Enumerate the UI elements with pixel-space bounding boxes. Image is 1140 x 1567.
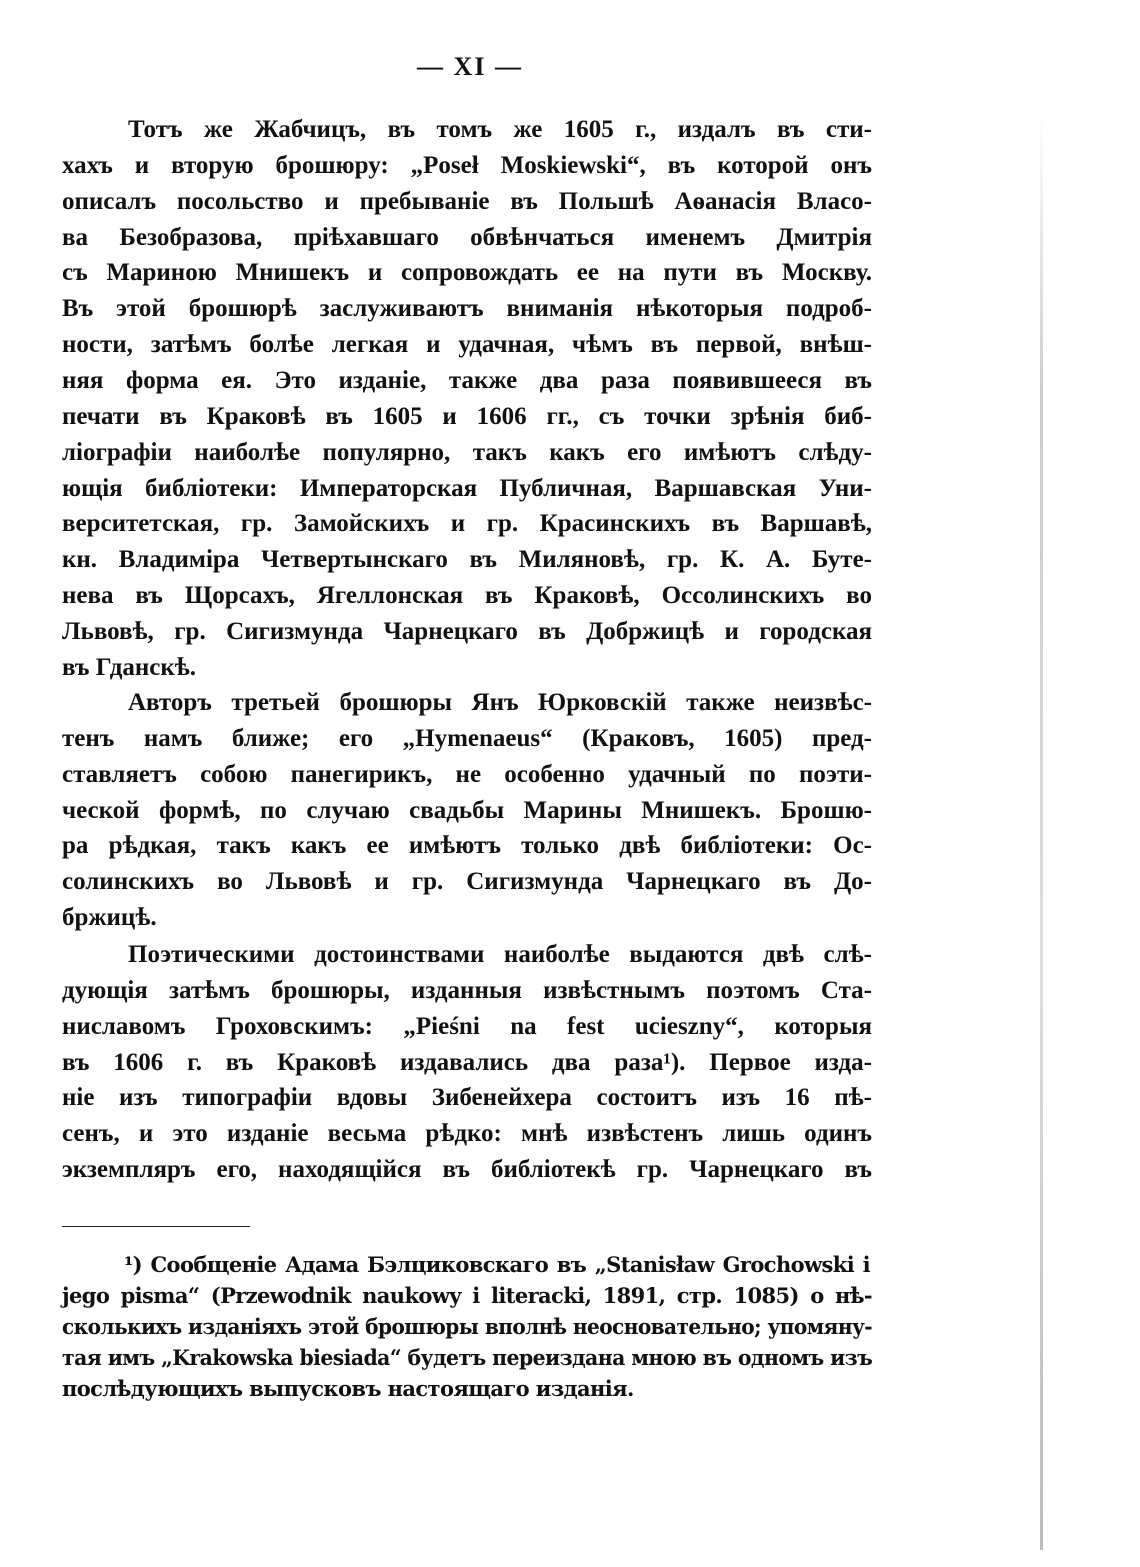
text-line: ческой формѣ, по случаю свадьбы Марины Мнишекъ. Брошю- — [62, 796, 872, 824]
text-line: Въ этой брошюрѣ заслуживаютъ вниманія нѣкоторыя подроб- — [62, 295, 872, 323]
text-line: Львовѣ, гр. Сигизмунда Чарнецкаго въ Добржицѣ и городская — [62, 617, 872, 645]
text-line: хахъ и вторую брошюру: „Poseł Moskiewski“, въ которой онъ — [62, 151, 872, 179]
text-line: ніе изъ типографіи вдовы Зибенейхера состоитъ изъ 16 пѣ- — [62, 1084, 872, 1112]
text-line: въ 1606 г. въ Краковѣ издавались два раза¹). Первое изда- — [62, 1048, 872, 1076]
text-line: въ Гданскѣ. — [62, 653, 197, 681]
text-line: няя форма ея. Это изданіе, также два раза появившееся въ — [62, 366, 872, 394]
text-line: ности, затѣмъ болѣе легкая и удачная, чѣмъ въ первой, внѣш- — [62, 331, 872, 359]
text-line: ва Безобразова, пріѣхавшаго обвѣнчаться именемъ Дмитрія — [62, 223, 872, 251]
footnote-line: jego pisma“ (Przewodnik naukowy i literacki, 1891, стр. 1085) о нѣ- — [62, 1283, 872, 1308]
footnote-line: тая имъ „Krakowska biesiada“ будетъ переиздана мною въ одномъ изъ — [62, 1345, 873, 1370]
text-line: экземпляръ его, находящійся въ библіотекѣ гр. Чарнецкаго въ — [62, 1156, 872, 1184]
text-line: дующія затѣмъ брошюры, изданныя извѣстнымъ поэтомъ Ста- — [62, 976, 872, 1004]
text-line: бржицѣ. — [62, 904, 157, 932]
text-line: сенъ, и это изданіе весьма рѣдко: мнѣ извѣстенъ лишь одинъ — [62, 1120, 872, 1148]
text-line: солинскихъ во Львовѣ и гр. Сигизмунда Чарнецкаго въ До- — [62, 868, 872, 896]
text-line: ліографіи наиболѣе популярно, такъ какъ его имѣютъ слѣду- — [62, 438, 872, 466]
footnote-line: ¹) Сообщеніе Адама Бэлциковскаго въ „Stanisław Grochowski i — [124, 1252, 870, 1277]
text-line: ниславомъ Гроховскимъ: „Pieśni na fest ucieszny“, которыя — [62, 1012, 872, 1040]
text-line: кн. Владиміра Четвертынскаго въ Миляновѣ, гр. К. А. Буте- — [62, 546, 872, 574]
text-line: печати въ Краковѣ въ 1605 и 1606 гг., съ точки зрѣнія биб- — [62, 402, 872, 430]
text-line: ра рѣдкая, такъ какъ ее имѣютъ только двѣ библіотеки: Ос- — [62, 832, 872, 860]
footnote-line: сколькихъ изданіяхъ этой брошюры вполнѣ неосновательно; упомяну- — [62, 1314, 872, 1339]
text-line: Поэтическими достоинствами наиболѣе выдаются двѣ слѣ- — [128, 941, 872, 968]
footnote-line: послѣдующихъ выпусковъ настоящаго изданія. — [62, 1376, 634, 1401]
text-line: ставляетъ собою панегирикъ, не особенно удачный по поэти- — [62, 760, 872, 788]
text-line: Авторъ третьей брошюры Янъ Юрковскій также неизвѣс- — [128, 689, 872, 716]
text-line: описалъ посольство и пребываніе въ Польшѣ Аѳанасія Власо- — [62, 187, 872, 215]
scan-edge-mark — [1040, 110, 1043, 1550]
text-line: нева въ Щорсахъ, Ягеллонская въ Краковѣ, Оссолинскихъ во — [62, 582, 872, 610]
page-number-header: — XI — — [417, 52, 523, 81]
text-line: ющія библіотеки: Императорская Публичная, Варшавская Уни- — [62, 474, 872, 502]
text-line: тенъ намъ ближе; его „Hymenaeus“ (Краковъ, 1605) пред- — [62, 724, 872, 752]
text-line: съ Мариною Мнишекъ и сопровождать ее на пути въ Москву. — [62, 259, 872, 287]
text-line: Тотъ же Жабчицъ, въ томъ же 1605 г., издалъ въ сти- — [128, 116, 872, 143]
footnote-divider — [62, 1226, 250, 1227]
text-line: верситетская, гр. Замойскихъ и гр. Красинскихъ въ Варшавѣ, — [62, 510, 872, 538]
